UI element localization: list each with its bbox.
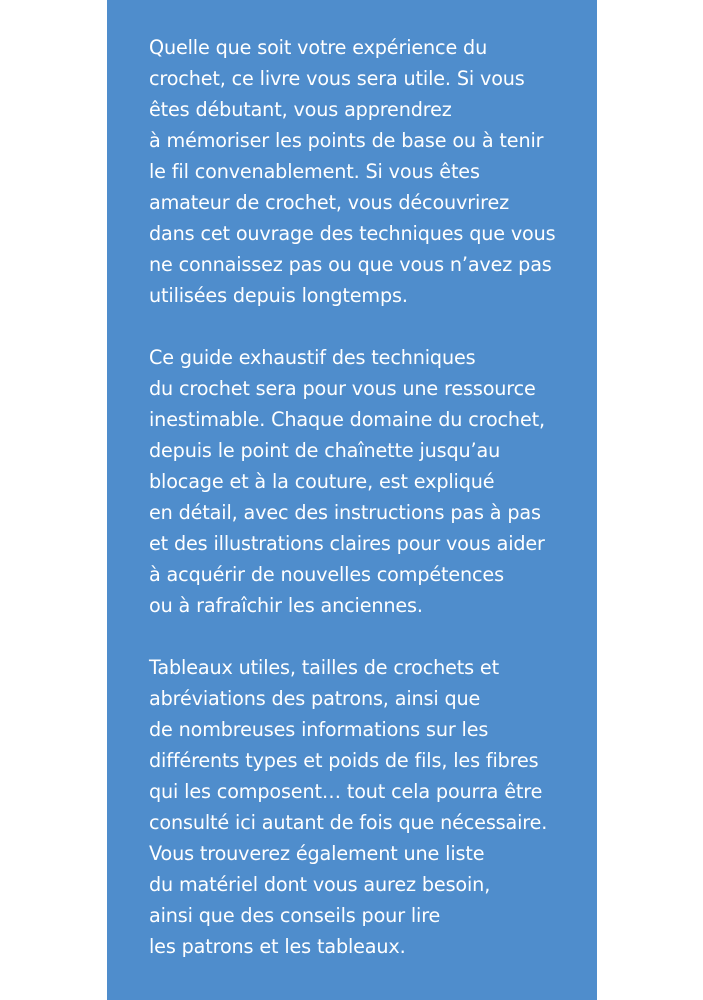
text-line: les patrons et les tableaux.: [149, 935, 406, 958]
text-line: différents types et poids de fils, les fibres: [149, 749, 539, 772]
text-line: dans cet ouvrage des techniques que vous: [149, 222, 556, 245]
text-line: ainsi que des conseils pour lire: [149, 904, 441, 927]
text-line: Ce guide exhaustif des techniques: [149, 346, 476, 369]
text-line: amateur de crochet, vous découvrirez: [149, 191, 510, 214]
text-line: blocage et à la couture, est expliqué: [149, 470, 495, 493]
text-line: ne connaissez pas ou que vous n’avez pas: [149, 253, 552, 276]
text-line: de nombreuses informations sur les: [149, 718, 489, 741]
text-line: depuis le point de chaînette jusqu’au: [149, 439, 501, 462]
paragraph-1: [149, 32, 579, 311]
text-line: êtes débutant, vous apprendrez: [149, 98, 452, 121]
text-line: Vous trouverez également une liste: [149, 842, 485, 865]
paragraph-2: [149, 342, 579, 621]
text-line: le fil convenablement. Si vous êtes: [149, 160, 480, 183]
paragraph-3: [149, 652, 579, 962]
text-line: du matériel dont vous aurez besoin,: [149, 873, 491, 896]
text-line: Tableaux utiles, tailles de crochets et: [149, 656, 499, 679]
text-line: utilisées depuis longtemps.: [149, 284, 408, 307]
text-line: Quelle que soit votre expérience du: [149, 36, 488, 59]
text-line: du crochet sera pour vous une ressource: [149, 377, 536, 400]
text-line: à acquérir de nouvelles compétences: [149, 563, 504, 586]
text-line: qui les composent… tout cela pourra être: [149, 780, 543, 803]
text-line: consulté ici autant de fois que nécessaire.: [149, 811, 548, 834]
text-line: ou à rafraîchir les anciennes.: [149, 594, 423, 617]
text-line: à mémoriser les points de base ou à tenir: [149, 129, 544, 152]
text-line: en détail, avec des instructions pas à pas: [149, 501, 541, 524]
text-line: inestimable. Chaque domaine du crochet,: [149, 408, 545, 431]
back-cover-panel: [107, 0, 597, 1000]
text-line: crochet, ce livre vous sera utile. Si vous: [149, 67, 525, 90]
text-line: et des illustrations claires pour vous aider: [149, 532, 545, 555]
text-line: abréviations des patrons, ainsi que: [149, 687, 481, 710]
